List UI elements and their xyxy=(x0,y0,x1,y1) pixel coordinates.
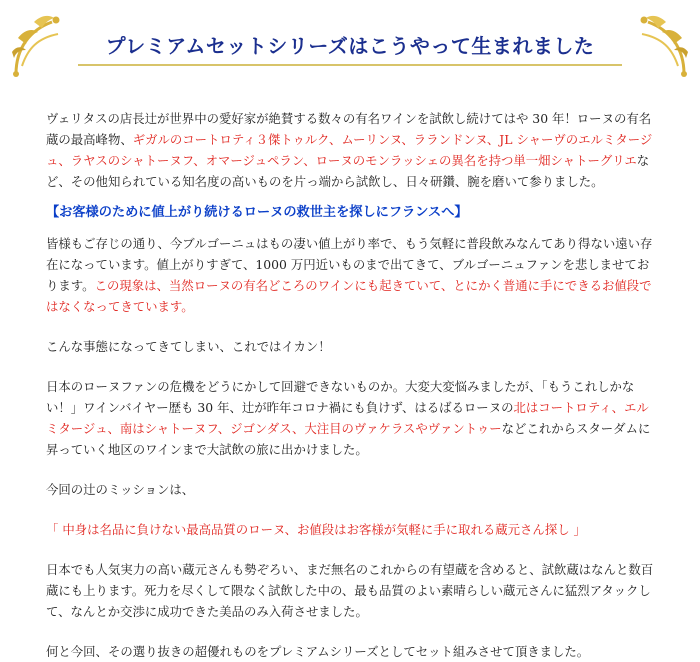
journey-text-end: などこれからスターダムに昇っていく地区のワインまで大試飲の旅に出かけました。 xyxy=(46,421,651,457)
page-title: プレミアムセットシリーズはこうやって生まれました xyxy=(105,34,595,58)
title-banner xyxy=(0,0,700,80)
journey-text: 日本のローヌファンの危機をどうにかして回避できないものか。大変大変悩みましたが、「もうこれしかない！」ワインバイヤー歴も 30 年、辻が昨年コロナ禍にも負けず、はるばるローヌの xyxy=(46,379,635,415)
intro-highlight: ギガルのコートロティ３傑トゥルク、ムーリンヌ、ラランドンヌ、JL シャーヴのエルミタージュ、ラヤスのシャトーヌフ、オマージュペラン、ローヌのモンラッシェの異名を持つ単一畑シャトーグリエ xyxy=(46,132,653,168)
mission-intro: 今回の辻のミッションは、 xyxy=(46,482,195,497)
closing-paragraph: 何と今回、その選り抜きの超優れものをプレミアムシリーズとしてセット組みさせて頂きました。 xyxy=(46,644,590,659)
intro-text: ヴェリタスの店長辻が世界中の愛好家が絶賛する数々の有名ワインを試飲し続けてはや 30 年！ローヌの有名蔵の最高峰物、 xyxy=(46,111,652,147)
journey-paragraph xyxy=(46,376,660,460)
intro-paragraph xyxy=(46,108,660,192)
journey-highlight: 北はコートロティ、エルミタージュ、南はシャトーヌフ、ジゴンダス、大注目のヴァケラスやヴァントゥー xyxy=(46,400,649,436)
title-underline xyxy=(78,64,622,66)
price-paragraph xyxy=(46,233,660,317)
price-highlight: この現象は、当然ローヌの有名どころのワインにも起きていて、とにかく普通に手にできるお値段ではなくなってきています。 xyxy=(46,278,652,314)
section-heading: 【お客様のために値上がり続けるローヌの救世主を探しにフランスへ】 xyxy=(46,205,468,220)
intro-text-end: など、その他知られている知名度の高いものを片っ端から試飲し、日々研鑽、腕を磨いて参りました。 xyxy=(46,153,650,189)
mission-statement: 「 中身は名品に負けない最高品質のローヌ、お値段はお客様が気軽に手に取れる蔵元さん探し 」 xyxy=(46,522,586,537)
situation-paragraph: こんな事態になってきてしまい、これではイカン！ xyxy=(46,339,331,354)
tasting-paragraph: 日本でも人気実力の高い蔵元さんも勢ぞろい、まだ無名のこれからの有望蔵を含めると、試飲蔵はなんと数百蔵にも上ります。死力を尽くして隈なく試飲した中の、最も品質のよい素晴らしい蔵元さんに猛烈アタックして、なんとか交渉に成功できた美品のみ入荷させました。 xyxy=(46,562,654,619)
article-body xyxy=(46,108,660,662)
price-text: 皆様もご存じの通り、今ブルゴーニュはもの凄い値上がり率で、もう気軽に普段飲みなんてあり得ない遠い存在になっています。値上がりすぎて、1000 万円近いものまで出てきて、ブルゴーニュファンを悲しませております。 xyxy=(46,236,653,293)
